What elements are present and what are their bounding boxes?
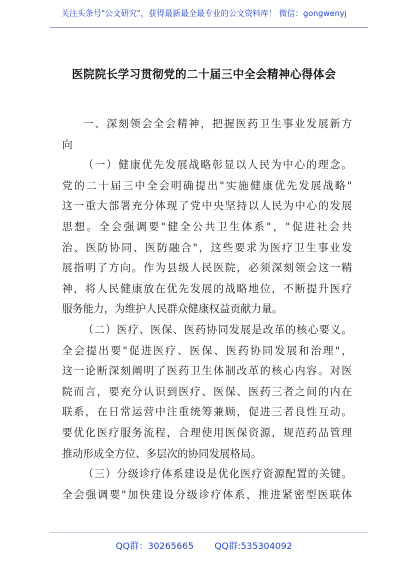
body-line: 全会强调要"加快建设分级诊疗体系，推进紧密型医联体 bbox=[62, 488, 352, 501]
header-promo-note: 关注头条号"公文研究"，获得最新最全最专业的公文资料库！ 微信：gongwenyj bbox=[61, 9, 347, 18]
body-line: 党的二十届三中全会明确提出"实施健康优先发展战略" bbox=[62, 179, 352, 192]
footer-contact bbox=[0, 539, 408, 552]
footer-divider bbox=[50, 532, 368, 533]
body-line: 神，将人民健康放在优先发展的战略地位，不断提升医疗 bbox=[62, 282, 352, 295]
body-line: 展指明了方向。作为县级人民医院，必须深刻领会这一精 bbox=[62, 262, 352, 275]
body-line: 院而言，要充分认识到医疗、医保、医药三者之间的内在 bbox=[62, 385, 352, 398]
body-line: 这一重大部署充分体现了党中央坚持以人民为中心的发展 bbox=[62, 200, 352, 213]
body-line: 全会提出要"促进医疗、医保、医药协同发展和治理"， bbox=[62, 344, 352, 357]
body-line: 推动形成全方位、多层次的协同发展格局。 bbox=[62, 447, 262, 460]
body-line: （一）健康优先发展战略彰显以人民为中心的理念。 bbox=[83, 159, 352, 172]
body-line: （三）分级诊疗体系建设是优化医疗资源配置的关键。 bbox=[83, 468, 352, 481]
body-line: 联系，在日常运营中注重统筹兼顾，促进三者良性互动。 bbox=[62, 406, 352, 419]
document-body bbox=[62, 114, 352, 505]
qq-group-1: QQ群：30265665 bbox=[115, 542, 194, 552]
body-line: 思想。全会强调要"健全公共卫生体系"，"促进社会共 bbox=[62, 220, 352, 233]
body-line: 一、深刻领会全会精神，把握医药卫生事业发展新方 bbox=[83, 118, 352, 130]
body-line: 服务能力，为维护人民群众健康权益贡献力量。 bbox=[62, 303, 283, 316]
header-divider bbox=[50, 27, 368, 28]
body-line: 要优化医疗服务流程，合理使用医保资源，规范药品管理 bbox=[62, 426, 352, 439]
document-title: 医院院长学习贯彻党的二十届三中全会精神心得体会 bbox=[71, 67, 337, 81]
body-line: 这一论断深刻阐明了医药卫生体制改革的核心内容。对医 bbox=[62, 365, 352, 378]
body-line: （二）医疗、医保、医药协同发展是改革的核心要义。 bbox=[83, 323, 352, 336]
body-line: 向 bbox=[62, 138, 73, 151]
body-line: 治、医防协同、医防融合"，这些要求为医疗卫生事业发 bbox=[62, 241, 352, 254]
qq-group-2: QQ群:535304092 bbox=[214, 542, 293, 552]
